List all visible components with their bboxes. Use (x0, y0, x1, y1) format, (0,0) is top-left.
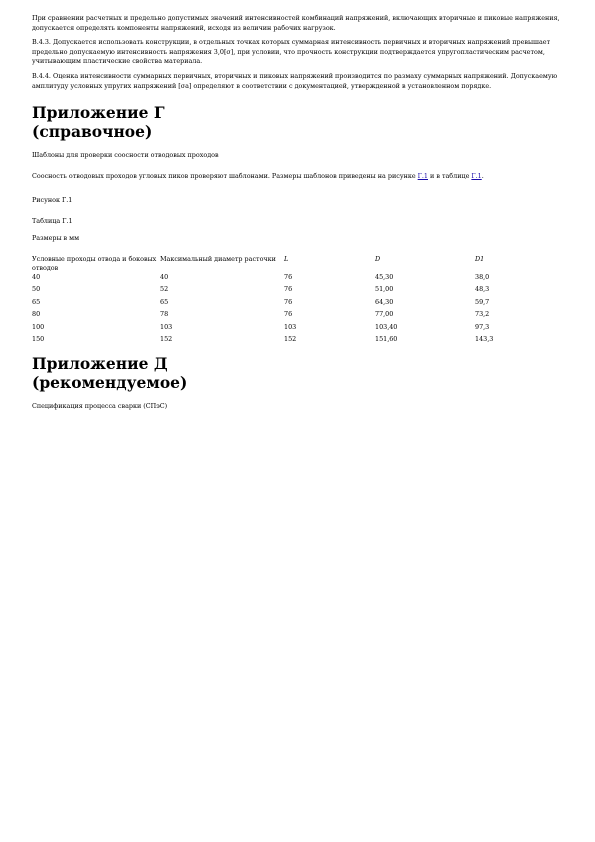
appendix-g-body-middle: и в таблице (428, 171, 472, 180)
table-cell: 65 (32, 297, 41, 306)
appendix-d-subtitle: Спецификация процесса сварки (СПэС) (32, 401, 168, 410)
header-l: L (284, 255, 289, 264)
table-cell: 40 (160, 272, 169, 281)
appendix-d-type: (рекомендуемое) (32, 372, 188, 392)
table-cell: 50 (32, 285, 41, 294)
table-cell: 77,00 (375, 310, 394, 319)
header-max-bore-diameter: Максимальный диаметр расточки (160, 255, 276, 264)
dimensions-table (32, 255, 567, 348)
table-cell: 152 (160, 335, 173, 344)
table-g1-link[interactable]: Г.1 (471, 171, 482, 180)
paragraph-stress-comparison: При сравнении расчетных и предельно допустимых значений интенсивностей комбинаций напряжений, включающих вторичные и пиковые напряжения, допускается определять компоненты напряжений, исходя из величин рабочих нагрузок. (32, 14, 560, 32)
figure-caption: Рисунок Г.1 (32, 196, 73, 205)
table-row (32, 335, 567, 348)
header-d: D (375, 255, 381, 264)
table-body (32, 273, 567, 348)
table-cell: 97,3 (475, 322, 490, 331)
table-row (32, 285, 567, 298)
table-cell: 48,3 (475, 285, 490, 294)
units-note: Размеры в мм (32, 233, 80, 242)
appendix-g-body (32, 172, 567, 182)
table-row (32, 310, 567, 323)
appendix-d-title: Приложение Д (32, 353, 168, 373)
table-row (32, 323, 567, 336)
table-cell: 103 (160, 322, 173, 331)
table-cell: 78 (160, 310, 169, 319)
appendix-g-body-suffix: . (481, 171, 484, 180)
appendix-d-heading (32, 354, 567, 392)
table-cell: 103 (284, 322, 297, 331)
table-row (32, 298, 567, 311)
table-cell: 38,0 (475, 272, 490, 281)
table-cell: 73,2 (475, 310, 490, 319)
header-d1: D1 (475, 255, 485, 264)
table-caption: Таблица Г.1 (32, 216, 73, 225)
table-header-row (32, 255, 567, 273)
table-cell: 100 (32, 322, 45, 331)
table-cell: 52 (160, 285, 169, 294)
paragraph-b-4-3: В.4.3. Допускается использовать конструкции, в отдельных точках которых суммарная интенсивность первичных и вторичных напряжений превышает предельно допускаемую интенсивность напряжения 3,0[σ], при условии, что прочность конструкции подтверждается упругопластическим расчетом, учитывающим пластические свойства материала. (32, 38, 551, 66)
table-cell: 80 (32, 310, 41, 319)
appendix-g-heading (32, 103, 567, 141)
table-cell: 150 (32, 335, 45, 344)
table-cell: 45,30 (375, 272, 394, 281)
table-cell: 40 (32, 272, 41, 281)
table-row (32, 273, 567, 286)
paragraph-b-4-4: В.4.4. Оценка интенсивности суммарных первичных, вторичных и пиковых напряжений производится по размаху суммарных напряжений. Допускаемую амплитуду условных упругих напряжений [σa] определяют в соответствии с документацией, утвержденной в установленном порядке. (32, 71, 558, 90)
appendix-g-body-prefix: Соосность отводовых проходов угловых пиков проверяют шаблонами. Размеры шаблонов приведены на рисунке (32, 171, 418, 180)
table-cell: 143,3 (475, 335, 494, 344)
appendix-g-title: Приложение Г (32, 103, 165, 123)
appendix-g-subtitle: Шаблоны для проверки соосности отводовых проходов (32, 151, 219, 160)
table-cell: 51,00 (375, 285, 394, 294)
table-cell: 151,60 (375, 335, 398, 344)
table-cell: 103,40 (375, 322, 398, 331)
appendix-g-type: (справочное) (32, 122, 153, 142)
table-cell: 76 (284, 310, 293, 319)
table-cell: 152 (284, 335, 297, 344)
figure-g1-link[interactable]: Г.1 (417, 171, 428, 180)
header-nominal-bore: Условные проходы отвода и боковых отводов (32, 255, 157, 272)
table-cell: 65 (160, 297, 169, 306)
table-cell: 64,30 (375, 297, 394, 306)
table-cell: 59,7 (475, 297, 490, 306)
table-cell: 76 (284, 285, 293, 294)
document-page (32, 14, 567, 417)
table-cell: 76 (284, 297, 293, 306)
table-cell: 76 (284, 272, 293, 281)
